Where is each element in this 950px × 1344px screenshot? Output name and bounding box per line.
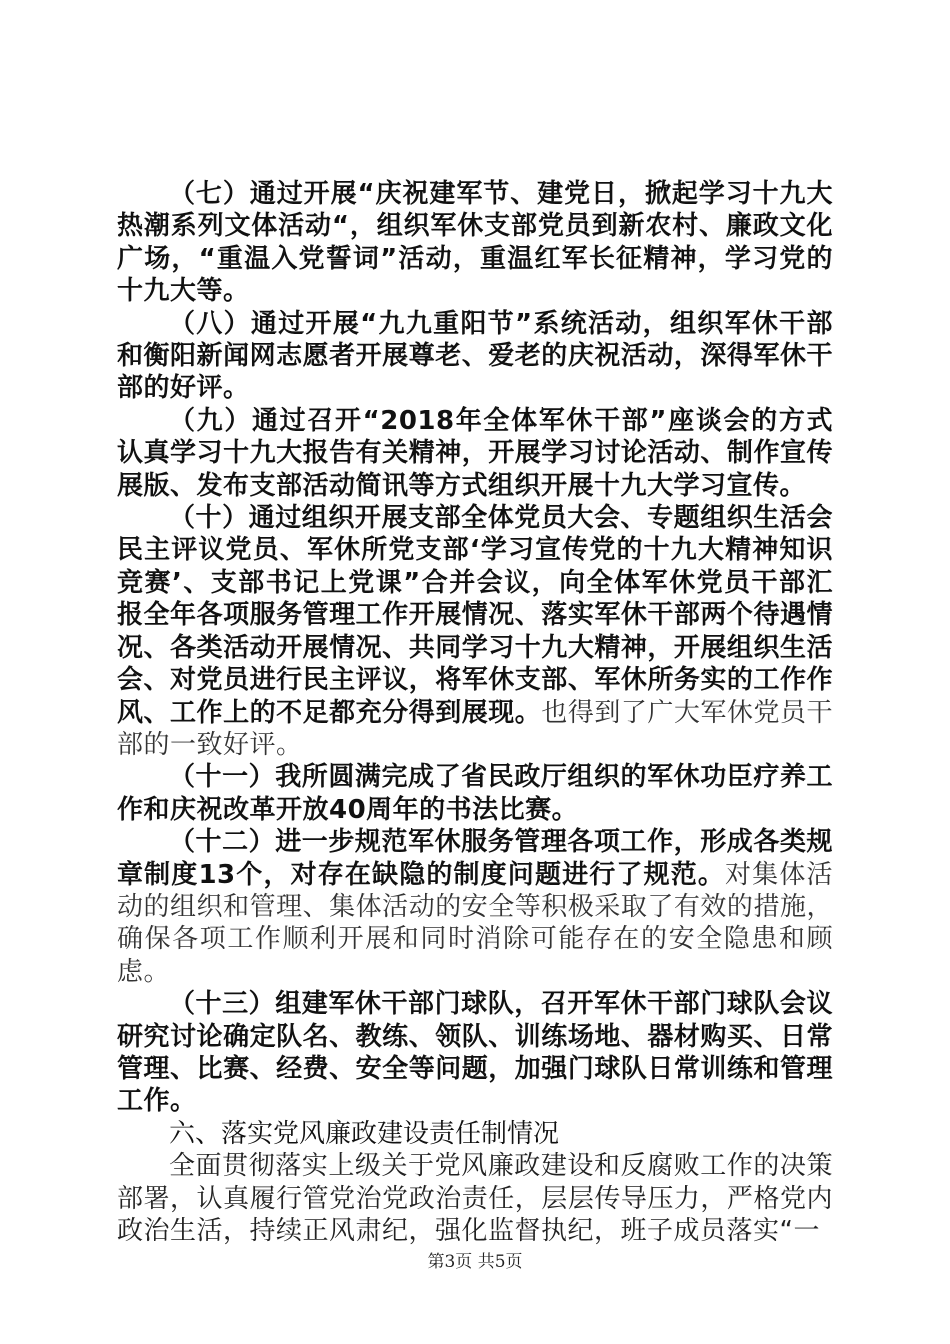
paragraph-7: （七）通过开展“庆祝建军节、建党日，掀起学习十九大热潮系列文体活动“，组织军休支部党员到新农村、廉政文化广场，“重温入党誓词”活动，重温红军长征精神，学习党的十九大等。	[117, 179, 833, 307]
paragraph-11: （十一）我所圆满完成了省民政厅组织的军休功臣疗养工作和庆祝改革开放40周年的书法比赛。	[117, 762, 833, 825]
document-body	[117, 178, 833, 1247]
paragraph-8: （八）通过开展“九九重阳节”系统活动，组织军休干部和衡阳新闻网志愿者开展尊老、爱老的庆祝活动，深得军休干部的好评。	[117, 308, 833, 404]
paragraph-12: （十二）进一步规范军休服务管理各项工作，形成各类规章制度13个，对存在缺隐的制度问题进行了规范。对集体活动的组织和管理、集体活动的安全等积极采取了有效的措施，确保各项工作顺利开展和同时消除可能存在的安全隐患和顾虑。	[117, 827, 833, 987]
paragraph-13: （十三）组建军休干部门球队，召开军休干部门球队会议研究讨论确定队名、教练、领队、训练场地、器材购买、日常管理、比赛、经费、安全等问题，加强门球队日常训练和管理工作。	[117, 989, 833, 1117]
paragraph-final: 全面贯彻落实上级关于党风廉政建设和反腐败工作的决策部署，认真履行管党治党政治责任，层层传导压力，严格党内政治生活，持续正风肃纪，强化监督执纪，班子成员落实“一	[117, 1151, 833, 1246]
paragraph-10: （十）通过组织开展支部全体党员大会、专题组织生活会民主评议党员、军休所党支部‘学习宣传党的十九大精神知识竞赛’、支部书记上党课”合并会议，向全体军休党员干部汇报全年各项服务管理工作开展情况、落实军休干部两个待遇情况、各类活动开展情况、共同学习十九大精神，开展组织生活会、对党员进行民主评议，将军休支部、军休所务实的工作作风、工作上的不足都充分得到展现。也得到了广大军休党员干部的一致好评。	[117, 503, 833, 760]
page-footer: 第3页 共5页	[427, 1252, 523, 1272]
paragraph-9: （九）通过召开“2018年全体军休干部”座谈会的方式认真学习十九大报告有关精神，开展学习讨论活动、制作宣传展版、发布支部活动简讯等方式组织开展十九大学习宣传。	[117, 405, 833, 501]
section-heading: 六、落实党风廉政建设责任制情况	[169, 1118, 560, 1149]
